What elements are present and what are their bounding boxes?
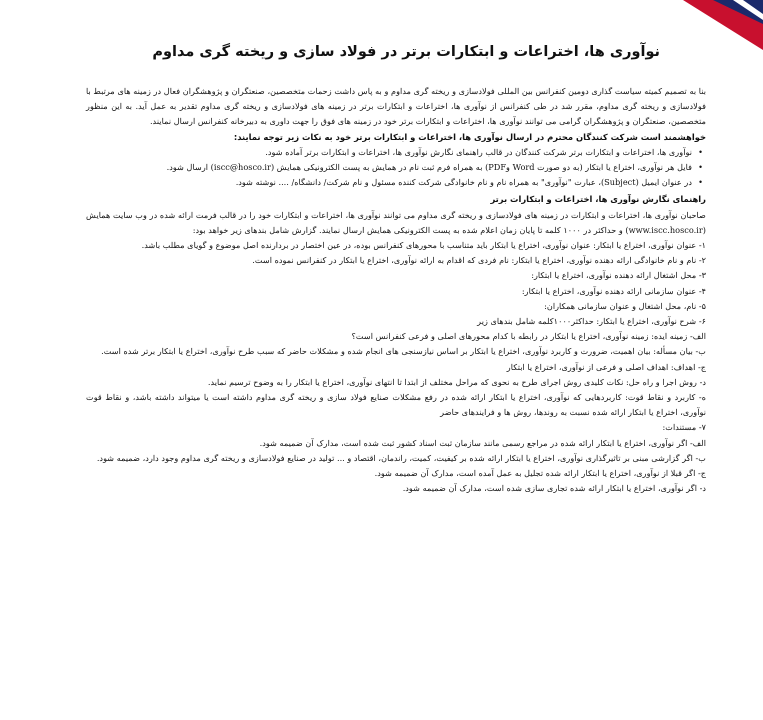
- guide-item: ج- اگر قبلا از نوآوری، اختراع یا ابتکار ارائه شده تجلیل به عمل آمده است، مدارک آن ضمیمه شود.: [374, 468, 706, 479]
- bullet-item: • در عنوان ایمیل (Subject)، عبارت "نوآوری" به همراه نام و نام خانوادگی شرکت کننده مسئول و نام شرکت/ دانشگاه/ .... نوشته شود.: [86, 175, 692, 190]
- guide-item: الف- اگر نوآوری، اختراع یا ابتکار ارائه شده در مراجع رسمی مانند سازمان ثبت اسناد کشور ثبت شده است، مدارک آن ضمیمه شود.: [259, 437, 706, 448]
- guide-item: ب- اگر گزارشی مبنی بر تاثیرگذاری نوآوری، اختراع یا ابتکار ارائه شده بر کیفیت، کمیت، راندمان، اقتصاد و ... تولید در صنایع فولادسازی و ریخته گری مداوم وجود دارد، ضمیمه شود.: [96, 452, 706, 463]
- document-body: [86, 84, 706, 496]
- guide-item: ج- اهداف: اهداف اصلی و فرعی از نوآوری، اختراع یا ابتکار: [506, 361, 706, 372]
- guide-intro: صاحبان نوآوری ها، اختراعات و ابتکارات در زمینه های فولادسازی و ریخته گری مداوم می توانند نوآوری ها، اختراعات و ابتکارات خود را در قالب فرمت ارائه شده در وب سایت همایش (www.iscc.hosco.ir) و حداکثر در ۱۰۰۰ کلمه تا پایان زمان اعلام شده به پست الکترونیکی همایش ارسال نمایند. گزارش شامل بندهای زیر خواهد بود:: [86, 209, 706, 235]
- corner-decoration: [643, 0, 763, 60]
- bullet-list: [86, 145, 706, 191]
- bullet-item: • فایل هر نوآوری، اختراع یا ابتکار (به دو صورت Word وPDF) به همراه فرم ثبت نام در همایش به پست الکترونیکی همایش (iscc@hosco.ir) ارسال شود.: [86, 160, 692, 175]
- guide-item: ۲- نام و نام خانوادگی ارائه دهنده نوآوری، اختراع یا ابتکار: نام فردی که اقدام به ارائه نوآوری، اختراع یا ابتکار در کنفرانس نموده است.: [252, 255, 706, 266]
- guide-item: د- اگر نوآوری، اختراع یا ابتکار ارائه شده تجاری سازی شده است، مدارک آن ضمیمه شود.: [402, 483, 706, 494]
- intro-paragraph: بنا به تصمیم کمیته سیاست گذاری دومین کنفرانس بین المللی فولادسازی و ریخته گری مداوم و به پاس داشت زحمات متخصصین، صنعتگران و پژوهشگران فعال در زمینه های مرتبط با فولادسازی و ریخته گری مداوم، مقرر شد در طی کنفرانس از نوآوری ها، اختراعات و ابتکارات برتر در زمینه های فولادسازی و ریخته گری مداوم تقدیر به عمل آید. به این منظور متخصصین، صنعتگران و پژوهشگران گرامی می توانند نوآوری ها، اختراعات و ابتکارات برتر خود در زمینه های فوق را جهت داوری به دبیرخانه کنفرانس ارسال نمایند.: [86, 86, 706, 127]
- guide-item: ۳- محل اشتغال ارائه دهنده نوآوری، اختراع یا ابتکار:: [531, 270, 706, 281]
- guide-item: ه- کاربرد و نقاط قوت: کاربردهایی که نوآوری، اختراع یا ابتکار ارائه شده در رفع مشکلات صنایع فولاد سازی و ریخته گری مداوم داشته است یا میتواند داشته باشد، و نقاط قوت نوآوری، اختراع یا ابتکار ارائه شده نسبت به روندها، روش ها و فرایندهای حاضر: [86, 392, 706, 418]
- guide-item: ۴- عنوان سازمانی ارائه دهنده نوآوری، اختراع یا ابتکار:: [521, 285, 706, 296]
- request-heading: خواهشمند است شرکت کنندگان محترم در ارسال نوآوری ها، اختراعات و ابتکارات برتر خود به نکات زیر توجه نمایند:: [233, 131, 706, 142]
- guide-item: ۷- مستندات:: [662, 422, 706, 433]
- guide-item: ۶- شرح نوآوری، اختراع یا ابتکار: حداکثر۱۰۰۰کلمه شامل بندهای زیر: [477, 316, 706, 327]
- guide-item: د- روش اجرا و راه حل: نکات کلیدی روش اجرای طرح به نحوی که مراحل مختلف از ابتدا تا انتهای نوآوری، اختراع یا ابتکار را به وضوح ترسیم نماید.: [207, 376, 706, 387]
- guide-item: ۱- عنوان نوآوری، اختراع یا ابتکار: عنوان نوآوری، اختراع یا ابتکار باید متناسب با محورهای کنفرانس بوده، در عین اختصار در بردارنده اصل موضوع و گویای مطلب باشد.: [141, 240, 706, 251]
- guide-item: ب- بیان مسأله: بیان اهمیت، ضرورت و کاربرد نوآوری، اختراع یا ابتکار بر اساس نیازسنجی های انجام شده و مشکلات حاضر که سبب طرح نوآوری، اختراع یا ابتکار برتر شده است.: [101, 346, 706, 357]
- guide-item: ۵- نام، محل اشتغال و عنوان سازمانی همکاران:: [544, 300, 706, 311]
- page-title: نوآوری ها، اختراعات و ابتکارات برتر در فولاد سازی و ریخته گری مداوم: [152, 44, 660, 60]
- bullet-item: • نوآوری ها، اختراعات و ابتکارات برتر شرکت کنندگان در قالب راهنمای نگارش نوآوری ها، اختراعات و ابتکارات برتر آماده شود.: [86, 145, 692, 160]
- guide-item: الف- زمینه ایده: زمینه نوآوری، اختراع یا ابتکار در رابطه با کدام محورهای اصلی و فرعی کنفرانس است؟: [351, 331, 706, 342]
- guide-heading: راهنمای نگارش نوآوری ها، اختراعات و ابتکارات برتر: [490, 194, 706, 205]
